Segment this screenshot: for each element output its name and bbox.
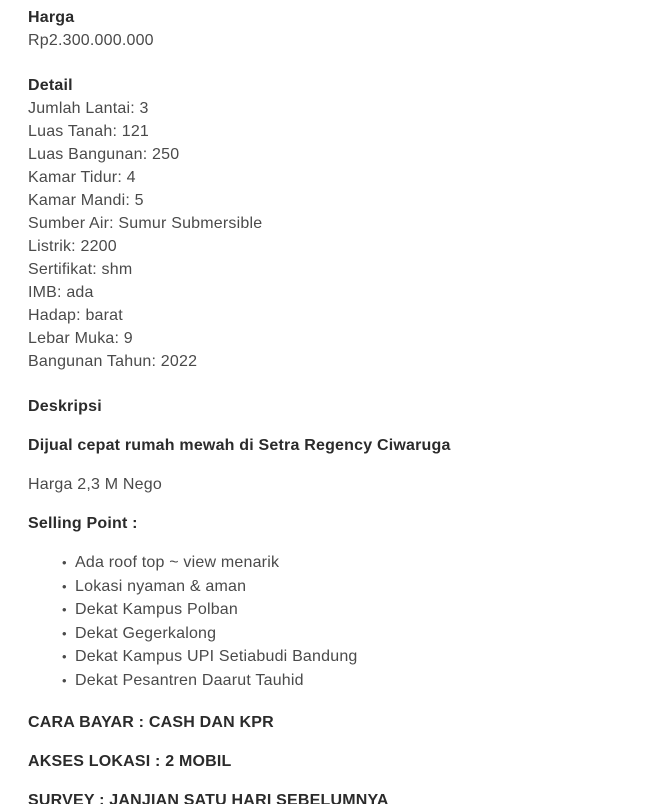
selling-point-item — [62, 669, 645, 693]
bullet-icon: • — [62, 625, 67, 641]
detail-item-listrik: Listrik: 2200 — [28, 238, 117, 255]
detail-item-luas-tanah: Luas Tanah: 121 — [28, 123, 150, 140]
price-value: Rp2.300.000.000 — [28, 32, 154, 49]
selling-points-list — [28, 551, 645, 692]
detail-item-lebar-muka: Lebar Muka: 9 — [28, 330, 133, 347]
detail-item-kamar-tidur: Kamar Tidur: 4 — [28, 169, 136, 186]
detail-heading: Detail — [28, 77, 73, 94]
selling-point-text: Lokasi nyaman & aman — [75, 577, 247, 595]
payment-line: CARA BAYAR : CASH DAN KPR — [28, 714, 274, 731]
bullet-icon: • — [62, 578, 67, 594]
price-heading: Harga — [28, 9, 75, 26]
description-price-line: Harga 2,3 M Nego — [28, 476, 162, 493]
description-title: Dijual cepat rumah mewah di Setra Regency Ciwaruga — [28, 437, 451, 454]
detail-item-bangunan-tahun: Bangunan Tahun: 2022 — [28, 353, 198, 370]
detail-item-kamar-mandi: Kamar Mandi: 5 — [28, 192, 144, 209]
bullet-icon: • — [62, 555, 67, 570]
detail-item-hadap: Hadap: barat — [28, 307, 123, 324]
bullet-icon: • — [62, 672, 67, 688]
detail-section — [28, 74, 645, 373]
detail-item-imb: IMB: ada — [28, 284, 94, 301]
selling-point-item — [62, 575, 645, 599]
survey-line: SURVEY : JANJIAN SATU HARI SEBELUMNYA — [28, 792, 389, 804]
detail-item-jumlah-lantai: Jumlah Lantai: 3 — [28, 100, 149, 117]
detail-item-sertifikat: Sertifikat: shm — [28, 261, 133, 278]
selling-point-item — [62, 622, 645, 646]
selling-point-text: Dekat Kampus UPI Setiabudi Bandung — [75, 648, 358, 665]
bullet-icon: • — [62, 602, 67, 617]
selling-point-text: Dekat Kampus Polban — [75, 601, 239, 618]
description-section — [28, 395, 645, 804]
selling-point-heading: Selling Point : — [28, 515, 138, 532]
selling-point-item — [62, 551, 645, 575]
selling-point-item — [62, 645, 645, 669]
selling-point-text: Ada roof top ~ view menarik — [75, 554, 280, 571]
bullet-icon: • — [62, 649, 67, 664]
selling-point-item — [62, 598, 645, 622]
price-section — [28, 6, 645, 52]
selling-point-text: Dekat Gegerkalong — [75, 624, 217, 642]
description-heading: Deskripsi — [28, 398, 102, 415]
selling-point-text: Dekat Pesantren Daarut Tauhid — [75, 671, 304, 689]
detail-item-sumber-air: Sumber Air: Sumur Submersible — [28, 215, 263, 232]
detail-item-luas-bangunan: Luas Bangunan: 250 — [28, 146, 180, 163]
access-line: AKSES LOKASI : 2 MOBIL — [28, 753, 232, 770]
